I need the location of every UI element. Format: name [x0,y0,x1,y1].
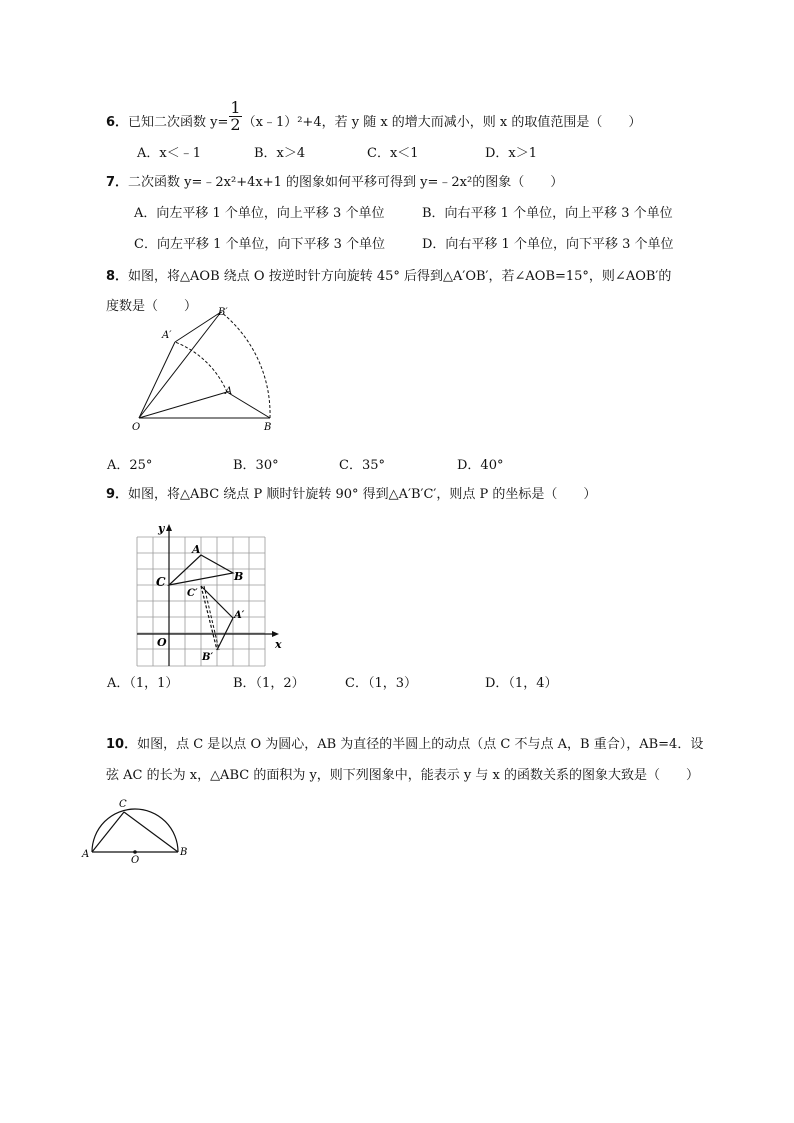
q8-label-a-prime: A′ [162,330,172,341]
q6-text-post: （x﹣1）²+4，若 y 随 x 的增大而减小，则 x 的取值范围是（ ） [242,115,642,130]
q10-stem-line2: 弦 AC 的长为 x，△ABC 的面积为 y，则下列图象中，能表示 y 与 x 的函数关系的图象大致是（ ） [106,768,700,783]
q8-stem-line2: 度数是（ ） [106,299,198,314]
q9-label-c: C [156,575,166,589]
q6-text-pre: 已知二次函数 y= [128,115,229,130]
q7-option-c[interactable]: C．向左平移 1 个单位，向下平移 3 个单位 [134,237,386,252]
q6-frac-numerator: 1 [230,98,241,117]
q6-number: 6． [106,115,129,130]
q8-option-c[interactable]: C．35° [339,458,385,473]
q6-option-c[interactable]: C．x＜1 [367,146,419,161]
q10-stem-line1 [106,736,703,754]
q9-label-a-prime: A′ [234,610,245,621]
q9-option-c[interactable]: C．（1，3） [345,676,417,691]
q10-label-a: A [82,849,90,860]
q7-number: 7． [106,175,129,190]
q10-chord-bc [124,812,178,852]
q8-seg-oa2 [139,342,175,418]
q10-text-1: 如图，点 C 是以点 O 为圆心，AB 为直径的半圆上的动点（点 C 不与点 A，B 重合），AB=4．设 [137,737,704,752]
q6-option-d[interactable]: D．x＞1 [485,146,538,161]
q9-seg-c2b2 [201,586,217,650]
q10-figure [80,795,190,865]
q8-seg-ab [227,392,270,418]
q8-text-1: 如图，将△AOB 绕点 O 按逆时针方向旋转 45° 后得到△A′OB′，若∠AOB=15°，则∠AOB′的 [128,269,672,284]
q6-fraction [229,100,241,133]
q9-label-b: B [234,570,244,583]
q9-label-a: A [192,543,201,556]
q8-label-b-prime: B′ [218,307,228,318]
q9-figure [130,520,290,670]
q8-stem-line1 [106,268,671,286]
q8-seg-a2b2 [175,312,221,342]
q6-option-a[interactable]: A．x＜﹣1 [137,146,201,161]
q7-text: 二次函数 y=﹣2x²+4x+1 的图象如何平移可得到 y=﹣2x²的图象（ ） [128,175,564,190]
q8-label-a: A [225,386,233,397]
q7-option-b[interactable]: B．向右平移 1 个单位，向上平移 3 个单位 [422,206,673,221]
q10-label-b: B [180,847,188,858]
q7-option-a[interactable]: A．向左平移 1 个单位，向上平移 3 个单位 [134,206,385,221]
q7-option-d[interactable]: D．向右平移 1 个单位，向下平移 3 个单位 [422,237,674,252]
q10-label-c: C [119,799,127,810]
q9-option-b[interactable]: B．（1，2） [233,676,305,691]
q6-frac-denominator: 2 [230,115,241,134]
q8-option-a[interactable]: A．25° [107,458,153,473]
q8-seg-oa [139,392,227,418]
q8-arc-bb [221,312,270,418]
q9-label-x: x [275,638,282,651]
q9-stem [106,486,596,504]
q8-label-b: B [264,422,272,432]
q9-option-d[interactable]: D．（1，4） [485,676,558,691]
q9-label-o: O [157,636,167,649]
q9-label-b-prime: B′ [202,652,214,663]
q10-label-o: O [131,855,140,865]
q9-x-arrow [272,631,279,637]
q6-stem [106,98,642,139]
q9-label-y: y [158,522,165,535]
q8-number: 8． [106,269,129,284]
q7-stem [106,174,563,192]
q6-option-b[interactable]: B．x＞4 [254,146,306,161]
q8-option-b[interactable]: B．30° [233,458,279,473]
q10-semicircle [92,809,178,852]
q10-number: 10． [106,737,138,752]
q9-label-c-prime: C′ [187,588,198,599]
q10-center-point [133,850,137,854]
q8-arc-aa [175,342,227,392]
q8-option-d[interactable]: D．40° [457,458,504,473]
q9-number: 9． [106,487,129,502]
q9-text: 如图，将△ABC 绕点 P 顺时针旋转 90° 得到△A′B′C′，则点 P 的坐标是（ ） [128,487,597,502]
q8-label-o: O [132,422,141,432]
q9-y-arrow [166,524,172,531]
q8-figure [128,302,298,432]
q9-option-a[interactable]: A．（1，1） [107,676,179,691]
